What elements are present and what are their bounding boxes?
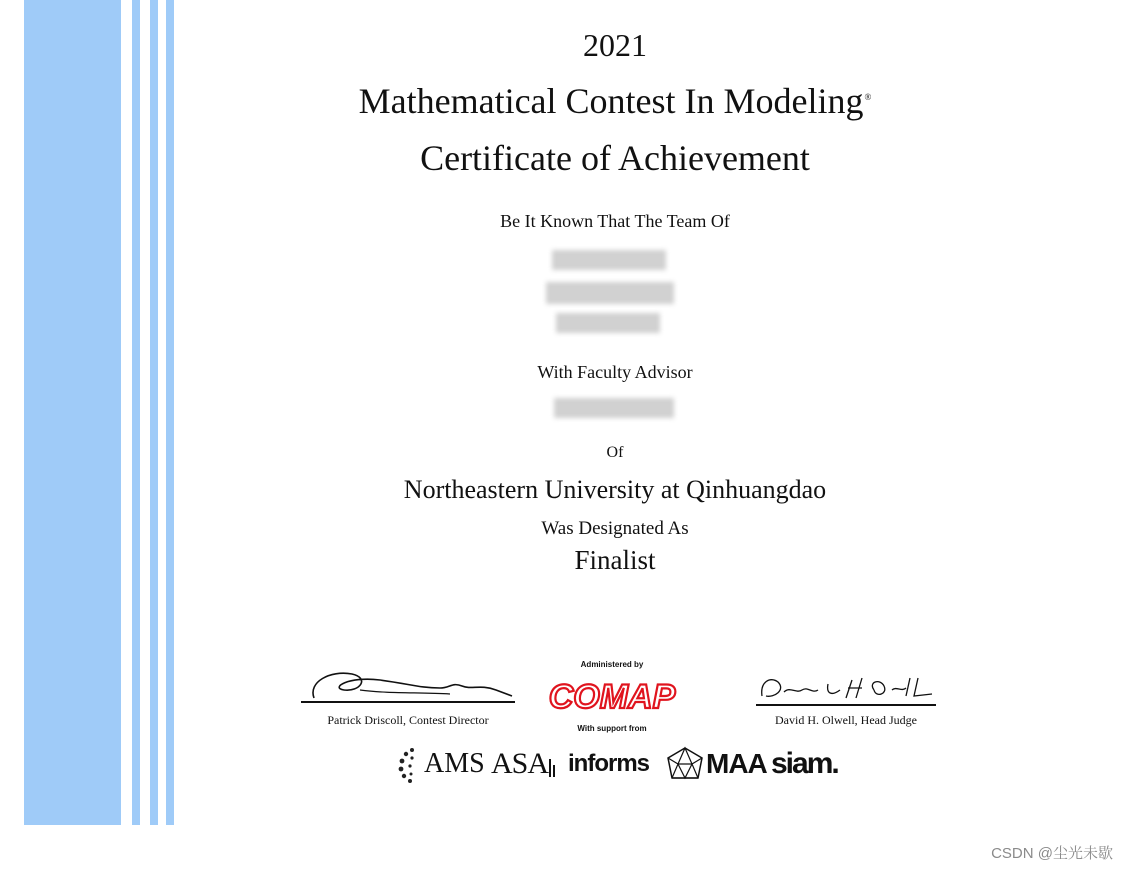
decorative-stripe <box>132 0 140 825</box>
informs-logo <box>568 744 649 784</box>
signature-head-judge <box>756 672 938 704</box>
certificate-year: 2021 <box>583 27 647 63</box>
intro-line: Be It Known That The Team Of <box>500 211 730 231</box>
redacted-team-member-3 <box>556 313 660 333</box>
contest-name-text: Mathematical Contest In Modeling <box>358 81 864 121</box>
maa-icosahedron-icon <box>666 746 704 782</box>
designated-label: Was Designated As <box>541 518 689 539</box>
advisor-label: With Faculty Advisor <box>537 362 693 382</box>
contest-director-caption: Patrick Driscoll, Contest Director <box>327 713 489 727</box>
registered-mark: ® <box>864 92 872 102</box>
head-judge-caption: David H. Olwell, Head Judge <box>775 713 917 727</box>
signature-line-right <box>756 704 936 706</box>
watermark: CSDN @尘光未歇 <box>991 845 1113 862</box>
ams-logo <box>398 744 485 784</box>
administered-by-label: Administered by <box>580 660 644 669</box>
award-title: Finalist <box>574 545 656 575</box>
of-label: Of <box>606 444 624 461</box>
redacted-team-member-1 <box>552 250 666 270</box>
decorative-stripe-wide <box>24 0 121 825</box>
siam-logo-text: siam. <box>771 747 838 780</box>
with-support-from-label: With support from <box>577 724 647 733</box>
signature-contest-director <box>300 668 516 704</box>
asa-bars-icon <box>548 749 556 779</box>
comap-logo-text: COMAP <box>548 678 676 716</box>
redacted-team-member-2 <box>546 282 674 304</box>
ams-dots-icon <box>398 744 422 784</box>
informs-logo-text: informs <box>568 750 650 777</box>
certificate-title: Certificate of Achievement <box>420 138 810 178</box>
comap-logo <box>548 672 676 722</box>
decorative-stripe <box>150 0 158 825</box>
redacted-advisor-name <box>554 398 674 418</box>
siam-logo <box>771 744 838 784</box>
contest-name <box>300 80 930 122</box>
maa-logo <box>666 744 767 784</box>
asa-logo-text: ASA <box>491 747 549 780</box>
decorative-stripe <box>166 0 174 825</box>
maa-logo-text: MAA <box>706 748 767 779</box>
ams-logo-text: AMS <box>424 748 485 779</box>
asa-logo <box>491 744 556 784</box>
signature-line-left <box>301 701 515 703</box>
university-name: Northeastern University at Qinhuangdao <box>403 475 827 504</box>
